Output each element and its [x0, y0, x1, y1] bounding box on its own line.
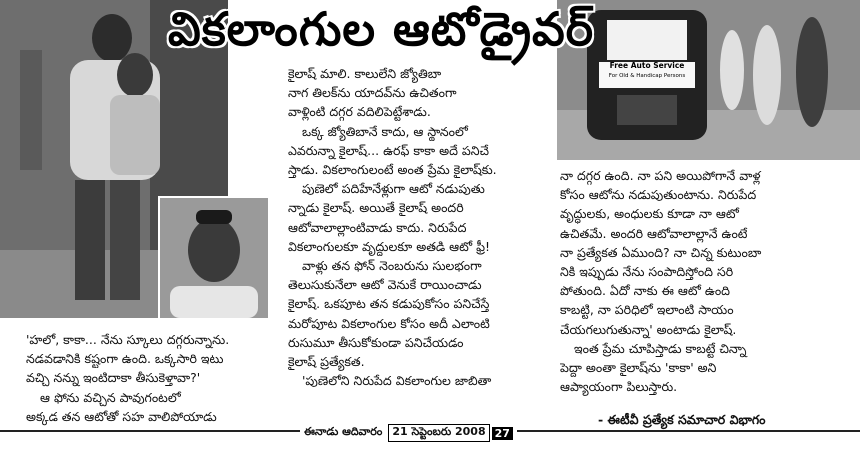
- text-line: నికి ఇప్పుడు నేను సంపాదిస్తోంది సరి: [560, 264, 734, 280]
- text-line: వికలాంగులకూ వృద్ధులకూ అతడి ఆటో ఫ్రీ!: [288, 238, 490, 254]
- byline: - ఈటీవీ ప్రత్యేక సమాచార విభాగం: [598, 412, 766, 427]
- footer: [300, 424, 517, 442]
- text-line: ఇంత ప్రేమ చూపిస్తాడు కాబట్టే చిన్నా: [574, 340, 747, 356]
- text-line: తెలుసుకునేలా ఆటో వెనుకే రాయించాడు: [288, 277, 482, 293]
- text-line: ఆ ఫోను వచ్చిన పావుగంటలో: [40, 389, 181, 405]
- auto-sign-line1: Free Auto Service: [609, 61, 685, 70]
- text-line: కోసం ఆటోను నడుపుతుంటాను. నిరుపేద: [560, 187, 757, 203]
- footer-page-number: 27: [492, 427, 513, 440]
- text-line: కైలాష్ మాలి. కాలులేని జ్యోతిబా: [288, 66, 442, 81]
- photo-kailash-portrait-image: [160, 198, 268, 318]
- text-line: ఆటోవాలాల్లాంటివాడు కాదు. నిరుపేద: [288, 219, 467, 235]
- text-line: వాళ్లు తన ఫోన్ నెంబరును సులభంగా: [302, 258, 482, 274]
- text-line: వృద్ధులకు, అంధులకు కూడా నా ఆటో: [560, 206, 739, 222]
- text-line: అక్కడ తన ఆటోతో సహ వాలిపోయాడు: [26, 408, 217, 424]
- text-line: స్తాడు. వికలాంగులంటే అంత ప్రేమ కైలాష్‌కు.: [288, 162, 497, 178]
- column-middle: [288, 64, 550, 390]
- footer-date: 21 సెప్టెంబరు 2008: [388, 424, 489, 442]
- text-line: మరోపూట వికలాంగుల కోసం అదీ ఎలాంటి: [288, 315, 490, 331]
- headline: వికలాంగుల ఆటోడ్రైవర్: [168, 2, 595, 56]
- text-line: రుసుమూ తీసుకోకుండా పనిచేయడం: [288, 334, 464, 350]
- text-line: పెద్దా అంతా కైలాష్‌ను 'కాకా' అని: [560, 360, 717, 376]
- text-line: ఎవరున్నా కైలాష్... ఉరఫ్ కాకా అదే పనిచే: [288, 142, 490, 158]
- text-line: న్నాడు కైలాష్. అయితే కైలాష్ అందరి: [288, 200, 464, 216]
- footer-paper-name: ఈనాడు ఆదివారం: [304, 425, 383, 438]
- auto-sign-line2: For Old & Handicap Persons: [608, 73, 686, 79]
- text-line: వాళ్లింటి దగ్గర వదిలిపెట్టేశాడు.: [288, 104, 431, 120]
- text-line: వచ్చి నన్ను ఇంటిదాకా తీసుకెళ్తావా?': [26, 370, 201, 386]
- text-line: ఒక్క జ్యోతిబానే కాదు, ఆ స్థానంలో: [302, 123, 468, 139]
- text-line: ఉచితమే. అందరి ఆటోవాలాల్లానే ఉంటే: [560, 225, 748, 241]
- text-line: పోతుంది. ఏదో నాకు ఈ ఆటో ఉంది: [560, 283, 730, 299]
- column-right: [560, 166, 856, 396]
- text-line: ఆప్యాయంగా పిలుస్తారు.: [560, 379, 678, 395]
- column-left: [26, 330, 288, 426]
- text-line: నాగ తిలక్‌ను యాదవ్‌ను ఉచితంగా: [288, 85, 457, 101]
- auto-sign: [601, 60, 693, 88]
- text-line: కైలాష్. ఒకపూట తన కడుపుకోసం పనిచేస్తే: [288, 296, 490, 312]
- text-line: కైలాష్ ప్రత్యేకత.: [288, 354, 365, 370]
- photo-kailash-portrait: [158, 196, 270, 320]
- text-line: నా ప్రత్యేకత ఏముంది? నా చిన్న కుటుంబా: [560, 244, 762, 260]
- text-line: 'హలో, కాకా... నేను స్కూలు దగ్గరున్నాను.: [26, 332, 230, 347]
- text-line: నడవడానికి కష్టంగా ఉంది. ఒక్కసారి ఇటు: [26, 351, 224, 367]
- text-line: కాబట్టి, నా పరిధిలో ఇలాంటి సాయం: [560, 302, 734, 318]
- text-line: నా దగ్గర ఉంది. నా పని అయిపోగానే వాళ్ల: [560, 168, 761, 183]
- text-line: 'పుణెలోని నిరుపేద వికలాంగుల జాబితా: [302, 373, 492, 389]
- text-line: పుణెలో పదిహేనేళ్లుగా ఆటో నడుపుతు: [302, 181, 485, 197]
- text-line: చేయగలుగుతున్నా' అంటాడు కైలాష్.: [560, 321, 737, 337]
